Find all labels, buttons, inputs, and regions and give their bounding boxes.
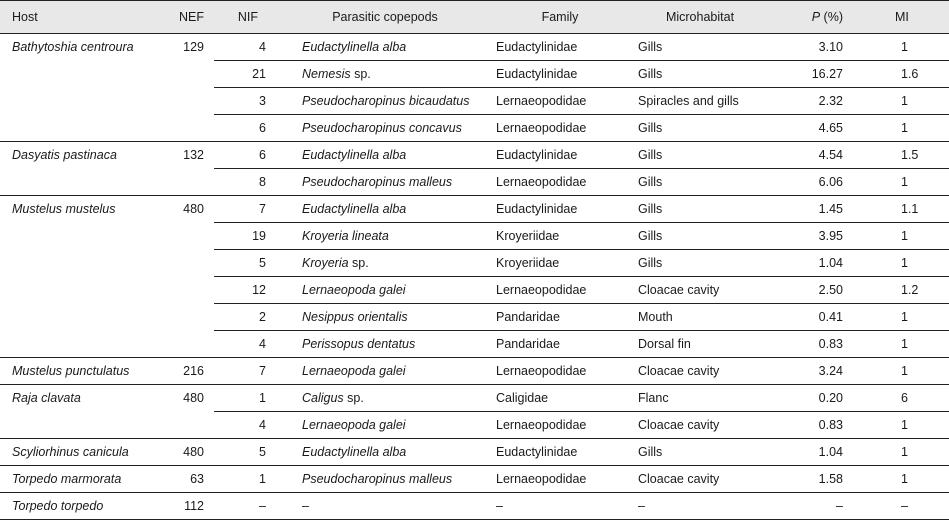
- table-row: [0, 115, 949, 142]
- table-row: [0, 412, 949, 439]
- microhabitat-cell: Gills: [630, 439, 770, 466]
- family-cell: Eudactylinidae: [490, 142, 630, 169]
- mean-intensity-cell: 1: [865, 250, 949, 277]
- prevalence-symbol: P: [811, 10, 821, 24]
- host-cell: [0, 223, 150, 250]
- nef-cell: 132: [150, 142, 214, 169]
- microhabitat-cell: Cloacae cavity: [630, 412, 770, 439]
- family-cell: Lernaeopodidae: [490, 466, 630, 493]
- header-host: Host: [0, 1, 150, 34]
- microhabitat-cell: Gills: [630, 115, 770, 142]
- copepod-name-italic: Caligus: [302, 391, 344, 405]
- family-cell: Pandaridae: [490, 331, 630, 358]
- nef-cell: [150, 223, 214, 250]
- mean-intensity-cell: 1: [901, 40, 908, 54]
- prevalence-cell: 1.45: [770, 196, 865, 223]
- copepod-name-italic: Pseudocharopinus bicaudatus: [302, 94, 470, 108]
- nif-cell: 6: [214, 115, 280, 142]
- table-row: [0, 358, 949, 385]
- mean-intensity-cell: 1.1: [865, 196, 949, 223]
- nef-cell: 216: [150, 358, 214, 385]
- microhabitat-cell: Gills: [638, 40, 663, 54]
- host-cell: [0, 304, 150, 331]
- host-cell: Mustelus mustelus: [0, 196, 150, 223]
- prevalence-cell: 1.58: [770, 466, 865, 493]
- host-cell: [0, 115, 150, 142]
- mean-intensity-cell: 1: [865, 88, 949, 115]
- host-cell: [0, 277, 150, 304]
- table-row: [0, 196, 949, 223]
- prevalence-cell: 16.27: [770, 61, 865, 88]
- table-row: [0, 142, 949, 169]
- nef-cell: [150, 88, 214, 115]
- nef-cell: 112: [150, 493, 214, 520]
- prevalence-cell: 4.54: [770, 142, 865, 169]
- prevalence-cell: 1.04: [770, 439, 865, 466]
- copepod-cell: [280, 223, 490, 250]
- copepod-name-italic: Lernaeopoda galei: [302, 283, 406, 297]
- nif-cell: 19: [214, 223, 280, 250]
- microhabitat-cell: Flanc: [630, 385, 770, 412]
- table-row: [0, 331, 949, 358]
- host-cell: Bathytoshia centroura: [12, 40, 134, 54]
- header-mean-intensity: MI: [865, 1, 949, 34]
- microhabitat-cell: Mouth: [630, 304, 770, 331]
- nef-cell: [150, 169, 214, 196]
- mean-intensity-cell: 1.2: [865, 277, 949, 304]
- prevalence-cell: –: [770, 493, 865, 520]
- nif-cell: 4: [259, 40, 266, 54]
- nef-cell: [150, 277, 214, 304]
- family-cell: Kroyeriidae: [490, 250, 630, 277]
- mean-intensity-cell: 1: [865, 439, 949, 466]
- copepod-cell: [280, 34, 490, 61]
- prevalence-cell: 4.65: [770, 115, 865, 142]
- microhabitat-cell: Gills: [630, 61, 770, 88]
- nef-cell: 480: [150, 196, 214, 223]
- mean-intensity-cell: 1: [865, 169, 949, 196]
- family-cell: Lernaeopodidae: [490, 169, 630, 196]
- nef-cell: [150, 412, 214, 439]
- prevalence-cell: 1.04: [770, 250, 865, 277]
- copepod-name-italic: Lernaeopoda galei: [302, 364, 406, 378]
- microhabitat-cell: Cloacae cavity: [630, 277, 770, 304]
- nif-cell: 4: [214, 331, 280, 358]
- copepod-name-italic: Eudactylinella alba: [302, 148, 407, 162]
- prevalence-cell: 3.10: [818, 40, 843, 54]
- copepod-name-roman: sp.: [343, 391, 364, 405]
- copepod-cell: [280, 412, 490, 439]
- family-cell: –: [490, 493, 630, 520]
- copepod-cell: [280, 277, 490, 304]
- table-row: [0, 169, 949, 196]
- header-parasitic-copepods: Parasitic copepods: [280, 1, 490, 34]
- copepod-cell: [280, 250, 490, 277]
- microhabitat-cell: Gills: [630, 196, 770, 223]
- host-cell: [0, 250, 150, 277]
- table-row: [0, 304, 949, 331]
- family-cell: Lernaeopodidae: [490, 358, 630, 385]
- mean-intensity-cell: 1: [865, 115, 949, 142]
- microhabitat-cell: Spiracles and gills: [630, 88, 770, 115]
- header-nef: NEF: [150, 1, 214, 34]
- microhabitat-cell: Cloacae cavity: [630, 466, 770, 493]
- table-row: [0, 277, 949, 304]
- table-row: [0, 466, 949, 493]
- copepod-cell: [280, 358, 490, 385]
- prevalence-cell: 0.20: [770, 385, 865, 412]
- nef-cell: [150, 250, 214, 277]
- copepod-name-italic: Pseudocharopinus malleus: [302, 175, 453, 189]
- copepod-cell: [280, 331, 490, 358]
- mean-intensity-cell: 1: [865, 223, 949, 250]
- family-cell: Lernaeopodidae: [490, 412, 630, 439]
- table-row: [0, 439, 949, 466]
- copepod-name-italic: Lernaeopoda galei: [302, 418, 406, 432]
- copepod-cell: [280, 493, 490, 520]
- nef-cell: [150, 331, 214, 358]
- copepod-name-italic: Kroyeria lineata: [302, 229, 389, 243]
- nef-cell: 480: [150, 385, 214, 412]
- copepod-name-italic: Eudactylinella alba: [302, 445, 407, 459]
- host-cell: [0, 169, 150, 196]
- host-cell: [0, 61, 150, 88]
- nif-cell: 7: [214, 196, 280, 223]
- header-prevalence: [770, 1, 865, 34]
- host-cell: Raja clavata: [0, 385, 150, 412]
- host-cell: Torpedo torpedo: [0, 493, 150, 520]
- host-cell: Torpedo marmorata: [0, 466, 150, 493]
- prevalence-cell: 0.83: [770, 412, 865, 439]
- prevalence-unit: (%): [823, 10, 843, 24]
- microhabitat-cell: Gills: [630, 142, 770, 169]
- copepod-cell: [280, 466, 490, 493]
- nef-cell: [150, 304, 214, 331]
- prevalence-cell: 6.06: [770, 169, 865, 196]
- copepod-name-italic: Pseudocharopinus malleus: [302, 472, 453, 486]
- nif-cell: 6: [214, 142, 280, 169]
- microhabitat-cell: Gills: [630, 169, 770, 196]
- mean-intensity-cell: 1.5: [865, 142, 949, 169]
- family-cell: Eudactylinidae: [496, 40, 578, 54]
- mean-intensity-cell: –: [865, 493, 949, 520]
- copepod-cell: [280, 385, 490, 412]
- family-cell: Eudactylinidae: [490, 196, 630, 223]
- mean-intensity-cell: 1: [865, 412, 949, 439]
- copepod-cell: [280, 304, 490, 331]
- copepod-cell: [280, 169, 490, 196]
- nef-cell: 63: [150, 466, 214, 493]
- copepod-cell: [280, 196, 490, 223]
- family-cell: Caligidae: [490, 385, 630, 412]
- nef-cell: [150, 61, 214, 88]
- table-row: [0, 88, 949, 115]
- header-nif: NIF: [214, 1, 280, 34]
- table-row: [0, 61, 949, 88]
- nef-cell: [150, 115, 214, 142]
- nif-cell: 5: [214, 439, 280, 466]
- nif-cell: 5: [214, 250, 280, 277]
- copepod-cell: [280, 88, 490, 115]
- nif-cell: 12: [214, 277, 280, 304]
- table-row: [0, 34, 949, 61]
- copepod-name-italic: Eudactylinella alba: [302, 202, 407, 216]
- mean-intensity-cell: 1.6: [865, 61, 949, 88]
- host-cell: Dasyatis pastinaca: [0, 142, 150, 169]
- nif-cell: 3: [214, 88, 280, 115]
- nif-cell: 7: [214, 358, 280, 385]
- table-row: [0, 493, 949, 520]
- table-row: [0, 385, 949, 412]
- host-cell: [0, 88, 150, 115]
- microhabitat-cell: Gills: [630, 223, 770, 250]
- copepod-cell: [280, 115, 490, 142]
- mean-intensity-cell: 1: [865, 358, 949, 385]
- host-cell: [0, 331, 150, 358]
- copepod-name-italic: Pseudocharopinus concavus: [302, 121, 462, 135]
- nif-cell: 21: [214, 61, 280, 88]
- header-row: [0, 1, 949, 34]
- family-cell: Lernaeopodidae: [490, 88, 630, 115]
- nif-cell: 8: [214, 169, 280, 196]
- prevalence-cell: 3.95: [770, 223, 865, 250]
- mean-intensity-cell: 1: [865, 331, 949, 358]
- microhabitat-cell: Gills: [630, 250, 770, 277]
- copepod-name-italic: Nesippus orientalis: [302, 310, 408, 324]
- copepod-name-roman: sp.: [350, 67, 371, 81]
- table-row: [0, 250, 949, 277]
- family-cell: Lernaeopodidae: [490, 277, 630, 304]
- nif-cell: 1: [214, 385, 280, 412]
- family-cell: Eudactylinidae: [490, 61, 630, 88]
- prevalence-cell: 0.83: [770, 331, 865, 358]
- nif-cell: –: [214, 493, 280, 520]
- copepod-name-italic: Perissopus dentatus: [302, 337, 416, 351]
- copepod-name-italic: Nemesis: [302, 67, 351, 81]
- host-cell: Scyliorhinus canicula: [0, 439, 150, 466]
- prevalence-cell: 3.24: [770, 358, 865, 385]
- microhabitat-cell: –: [630, 493, 770, 520]
- nif-cell: 4: [214, 412, 280, 439]
- host-cell: [0, 412, 150, 439]
- table-body: [0, 34, 949, 520]
- microhabitat-cell: Dorsal fin: [630, 331, 770, 358]
- nef-cell: 129: [183, 40, 204, 54]
- table-header: [0, 1, 949, 34]
- mean-intensity-cell: 6: [865, 385, 949, 412]
- copepod-cell: [280, 439, 490, 466]
- family-cell: Kroyeriidae: [490, 223, 630, 250]
- prevalence-cell: 2.32: [770, 88, 865, 115]
- nif-cell: 1: [214, 466, 280, 493]
- mean-intensity-cell: 1: [865, 466, 949, 493]
- copepod-name-italic: Eudactylinella alba: [302, 40, 407, 54]
- mean-intensity-cell: 1: [865, 304, 949, 331]
- copepod-name-roman: sp.: [348, 256, 369, 270]
- table-row: [0, 223, 949, 250]
- header-microhabitat: Microhabitat: [630, 1, 770, 34]
- prevalence-cell: 0.41: [770, 304, 865, 331]
- family-cell: Pandaridae: [490, 304, 630, 331]
- nif-cell: 2: [214, 304, 280, 331]
- family-cell: Lernaeopodidae: [490, 115, 630, 142]
- copepod-name-italic: Kroyeria: [302, 256, 349, 270]
- copepod-cell: [280, 142, 490, 169]
- header-family: Family: [490, 1, 630, 34]
- microhabitat-cell: Cloacae cavity: [630, 358, 770, 385]
- host-cell: Mustelus punctulatus: [0, 358, 150, 385]
- family-cell: Eudactylinidae: [490, 439, 630, 466]
- copepod-name-roman: –: [302, 499, 309, 513]
- prevalence-cell: 2.50: [770, 277, 865, 304]
- copepod-cell: [280, 61, 490, 88]
- nef-cell: 480: [150, 439, 214, 466]
